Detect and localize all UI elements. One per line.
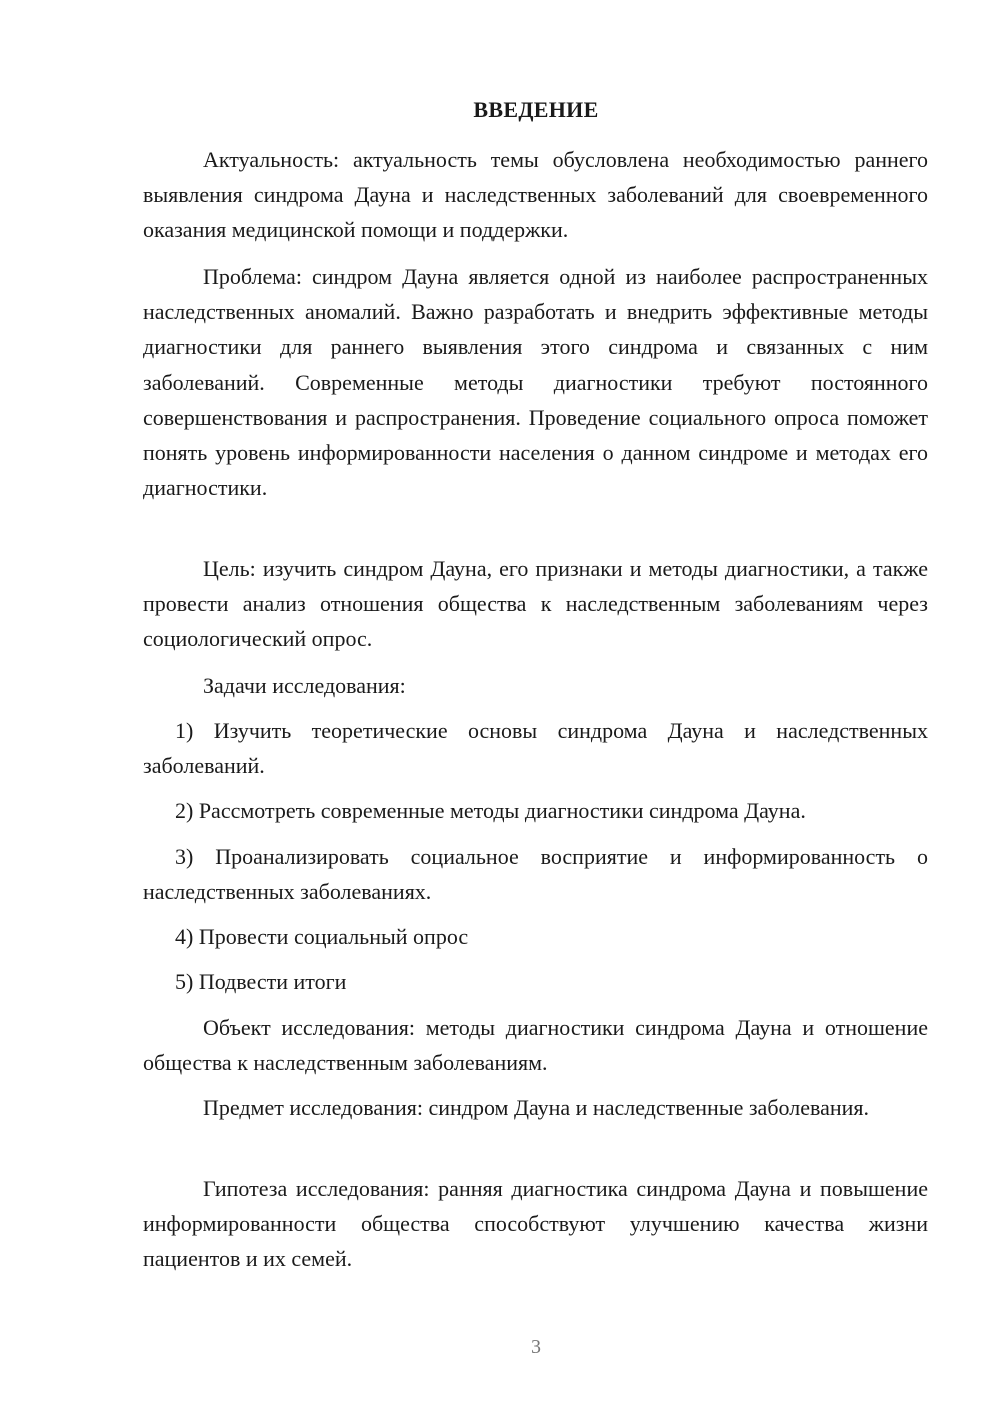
list-item: 2) Рассмотреть современные методы диагностики синдрома Дауна. (175, 798, 806, 823)
list-item: 3) Проанализировать социальное восприятие и информированность о наследственных заболеваниях. (143, 844, 928, 905)
page-number: 3 (531, 1336, 541, 1358)
paragraph-object: Объект исследования: методы диагностики синдрома Дауна и отношение общества к наследственным заболеваниям. (143, 1015, 928, 1076)
list-item: 5) Подвести итоги (175, 969, 347, 994)
list-item: 4) Провести социальный опрос (175, 924, 469, 949)
paragraph-hypothesis: Гипотеза исследования: ранняя диагностика синдрома Дауна и повышение информированности общества способствуют улучшению качества жизни пациентов и их семей. (143, 1176, 928, 1272)
paragraph-problem: Проблема: синдром Дауна является одной из наиболее распространенных наследственных аномалий. Важно разработать и внедрить эффективные методы диагностики для раннего выявления этого синдрома и связанных с ним заболеваний. Современные методы диагностики требуют постоянного совершенствования и распространения. Проведение социального опроса поможет понять уровень информированности населения о данном синдроме и методах его диагностики. (143, 264, 928, 501)
page-title: ВВЕДЕНИЕ (473, 97, 599, 122)
paragraph-relevance: Актуальность: актуальность темы обусловлена необходимостью раннего выявления синдрома Дауна и наследственных заболеваний для своевременного оказания медицинской помощи и поддержки. (143, 147, 928, 243)
paragraph-subject: Предмет исследования: синдром Дауна и наследственные заболевания. (203, 1095, 869, 1120)
paragraph-tasks-heading: Задачи исследования: (203, 673, 406, 698)
paragraph-goal: Цель: изучить синдром Дауна, его признаки и методы диагностики, а также провести анализ отношения общества к наследственным заболеваниям через социологический опрос. (143, 556, 928, 652)
list-item: 1) Изучить теоретические основы синдрома Дауна и наследственных заболеваний. (143, 718, 928, 779)
